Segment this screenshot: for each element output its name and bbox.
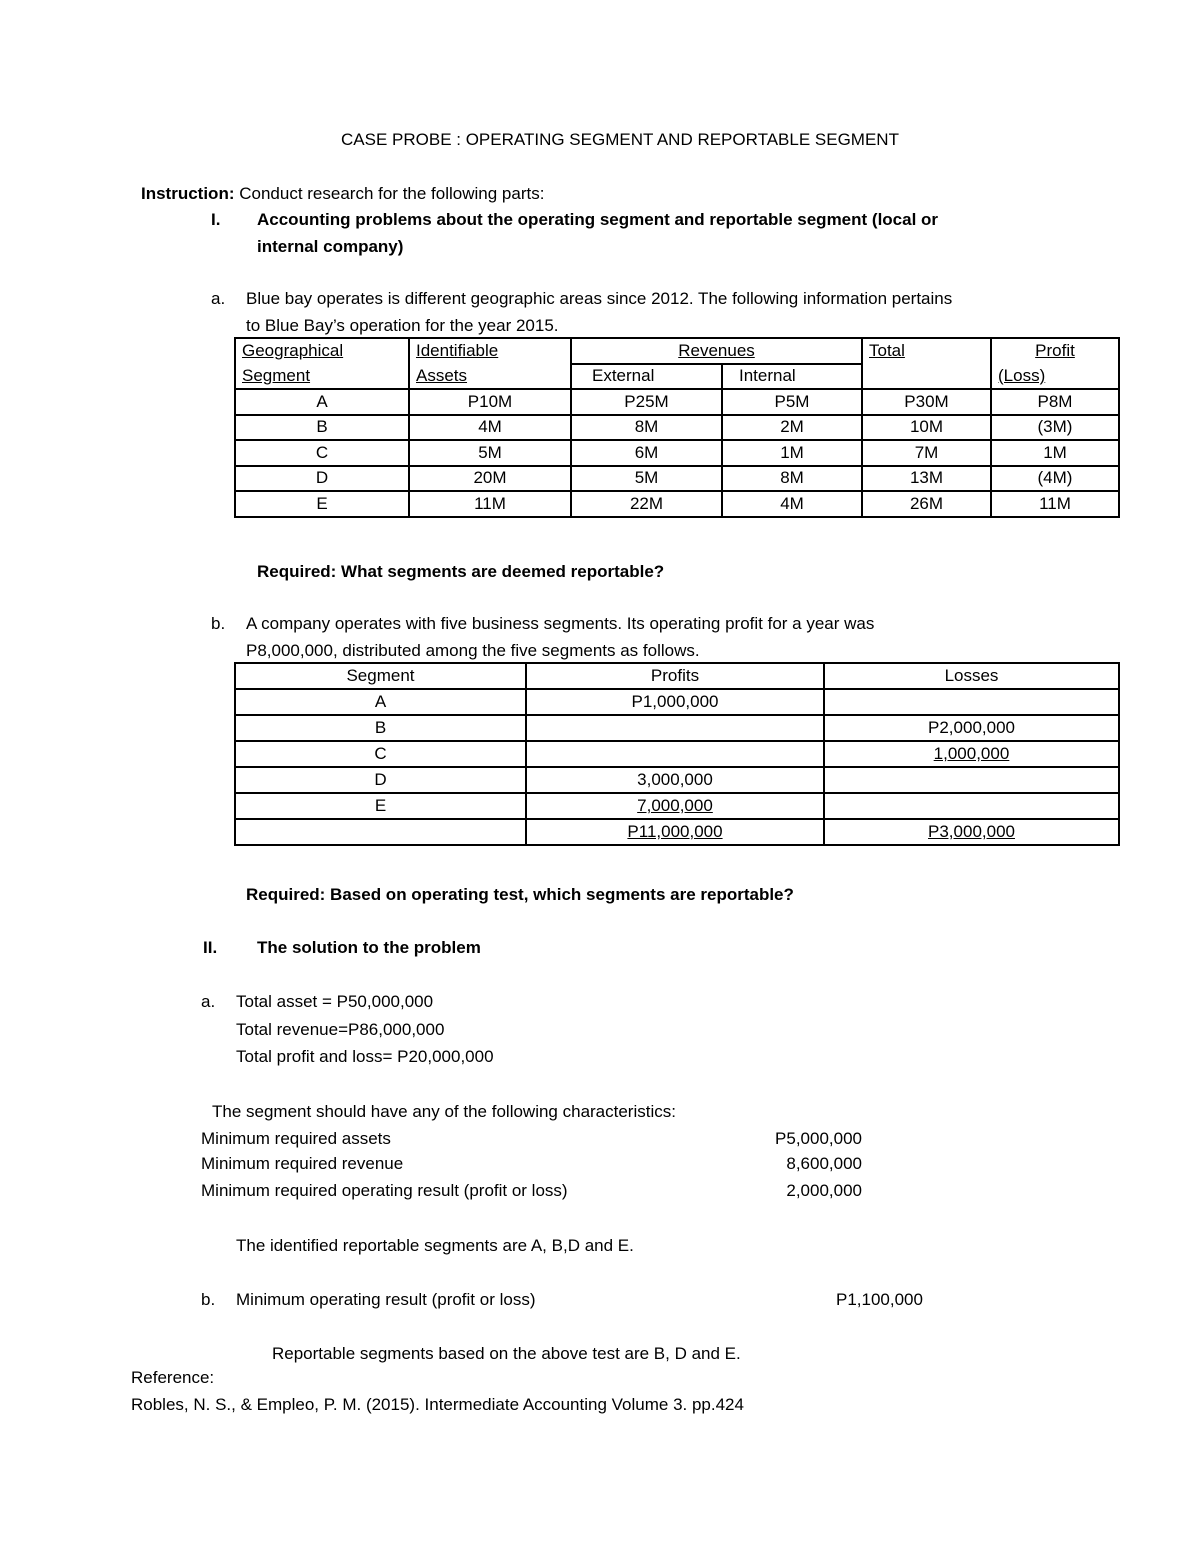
header-total: Total — [862, 338, 991, 364]
table-cell — [235, 715, 526, 741]
criteria-intro: The segment should have any of the following characteristics: — [212, 1102, 676, 1121]
table-cell — [824, 819, 1119, 845]
cell-value: B — [374, 718, 387, 737]
table-cell: P25M — [571, 389, 722, 415]
table-row — [235, 440, 1119, 466]
header-total-2 — [862, 364, 991, 390]
page-title: CASE PROBE : OPERATING SEGMENT AND REPORTABLE SEGMENT — [341, 130, 899, 149]
table-cell: E — [235, 491, 409, 517]
table-row — [235, 689, 1119, 715]
table-cell — [526, 715, 824, 741]
solution-b-letter: b. — [201, 1290, 216, 1309]
table-row — [235, 415, 1119, 441]
reference-label: Reference: — [131, 1368, 215, 1387]
table-cell: 1M — [722, 440, 862, 466]
table-row — [235, 389, 1119, 415]
part1-number: I. — [211, 210, 221, 229]
criteria-label: Minimum required revenue — [201, 1154, 404, 1173]
table-cell: 10M — [862, 415, 991, 441]
cell-value: A — [374, 692, 387, 711]
table-cell: (3M) — [991, 415, 1119, 441]
table-cell: 11M — [409, 491, 571, 517]
table-cell — [526, 793, 824, 819]
header-assets: Identifiable — [409, 338, 571, 364]
table-cell — [526, 819, 824, 845]
part1-title-line1: Accounting problems about the operating segment and reportable segment (local or — [257, 210, 939, 229]
table-cell — [824, 689, 1119, 715]
table-cell: C — [235, 440, 409, 466]
table-cell — [824, 741, 1119, 767]
table-cell: A — [235, 389, 409, 415]
table-cell — [526, 767, 824, 793]
cell-value: P3,000,000 — [928, 822, 1015, 841]
problem-b-letter: b. — [211, 614, 226, 633]
table-row — [235, 819, 1119, 845]
cell-value: P1,000,000 — [631, 692, 719, 711]
criteria-value: P5,000,000 — [775, 1129, 862, 1148]
cell-value: C — [374, 744, 387, 763]
table-cell: B — [235, 415, 409, 441]
header-segment: Segment — [235, 663, 526, 689]
table-cell — [235, 767, 526, 793]
cell-value: 7,000,000 — [637, 796, 713, 815]
cell-value: E — [374, 796, 387, 815]
table-cell — [235, 689, 526, 715]
table-cell: P8M — [991, 389, 1119, 415]
table-cell: 11M — [991, 491, 1119, 517]
table-row — [235, 793, 1119, 819]
cell-value: 1,000,000 — [933, 744, 1010, 763]
table-cell: 8M — [722, 466, 862, 492]
part1-title-line2: internal company) — [257, 237, 404, 256]
instruction-text: Conduct research for the following parts: — [234, 184, 545, 203]
solution-a-line: Total revenue=P86,000,000 — [236, 1020, 445, 1039]
solution-a-line: Total profit and loss= P20,000,000 — [236, 1047, 494, 1066]
segment-table — [234, 337, 1120, 518]
reference-text: Robles, N. S., & Empleo, P. M. (2015). Intermediate Accounting Volume 3. pp.424 — [131, 1395, 744, 1414]
table-cell: 4M — [722, 491, 862, 517]
table-cell: D — [235, 466, 409, 492]
table-cell — [824, 715, 1119, 741]
problem-b-line2: P8,000,000, distributed among the five segments as follows. — [246, 641, 700, 660]
problem-a-line2: to Blue Bay’s operation for the year 2015. — [246, 316, 559, 335]
table-cell: 22M — [571, 491, 722, 517]
table-row — [235, 741, 1119, 767]
part2-title: The solution to the problem — [257, 938, 481, 957]
cell-value: P2,000,000 — [928, 718, 1015, 737]
table-row — [235, 767, 1119, 793]
table-row — [235, 466, 1119, 492]
table-cell: 20M — [409, 466, 571, 492]
instruction-label: Instruction: — [141, 184, 235, 203]
header-internal: Internal — [722, 364, 862, 390]
table-cell: 5M — [409, 440, 571, 466]
profit-loss-table — [234, 662, 1120, 846]
table-cell: 1M — [991, 440, 1119, 466]
cell-value: 3,000,000 — [637, 770, 713, 789]
table-cell: 26M — [862, 491, 991, 517]
table-cell: 2M — [722, 415, 862, 441]
table-cell: (4M) — [991, 466, 1119, 492]
table-cell — [526, 741, 824, 767]
solution-a-conclusion: The identified reportable segments are A, B,D and E. — [236, 1236, 634, 1255]
table-cell — [235, 819, 526, 845]
solution-a-line: Total asset = P50,000,000 — [236, 992, 434, 1011]
table-cell — [824, 793, 1119, 819]
solution-a-letter: a. — [201, 992, 216, 1011]
criteria-value: 2,000,000 — [786, 1181, 862, 1200]
header-profit-2: (Loss) — [991, 364, 1119, 390]
table-cell: 4M — [409, 415, 571, 441]
table-cell: P10M — [409, 389, 571, 415]
problem-a-line1: Blue bay operates is different geographic areas since 2012. The following information pertains — [246, 289, 953, 308]
header-losses: Losses — [824, 663, 1119, 689]
header-external: External — [571, 364, 722, 390]
header-segment: Geographical — [235, 338, 409, 364]
table-cell — [526, 689, 824, 715]
table-cell: 6M — [571, 440, 722, 466]
header-assets-2: Assets — [409, 364, 571, 390]
table-cell: P5M — [722, 389, 862, 415]
part2-number: II. — [203, 938, 218, 957]
cell-value: P11,000,000 — [627, 822, 723, 841]
table-row — [235, 491, 1119, 517]
header-revenues: Revenues — [571, 338, 862, 364]
header-segment-2: Segment — [235, 364, 409, 390]
header-profit: Profit — [991, 338, 1119, 364]
table-cell: 5M — [571, 466, 722, 492]
header-profits: Profits — [526, 663, 824, 689]
criteria-label: Minimum required assets — [201, 1129, 391, 1148]
solution-b-conclusion: Reportable segments based on the above test are B, D and E. — [272, 1344, 741, 1363]
table-cell: P30M — [862, 389, 991, 415]
table-cell: 13M — [862, 466, 991, 492]
cell-value: D — [374, 770, 387, 789]
table-cell — [235, 741, 526, 767]
table-cell: 7M — [862, 440, 991, 466]
instruction — [141, 183, 544, 205]
table-row — [235, 715, 1119, 741]
problem-b-required: Required: Based on operating test, which segments are reportable? — [246, 885, 794, 904]
problem-a-letter: a. — [211, 289, 226, 308]
criteria-label: Minimum required operating result (profit or loss) — [201, 1181, 568, 1200]
solution-b-value: P1,100,000 — [836, 1290, 923, 1309]
table-cell — [824, 767, 1119, 793]
problem-a-required: Required: What segments are deemed reportable? — [257, 562, 665, 581]
problem-b-line1: A company operates with five business segments. Its operating profit for a year was — [246, 614, 875, 633]
table-cell: 8M — [571, 415, 722, 441]
table-cell — [235, 793, 526, 819]
criteria-value: 8,600,000 — [786, 1154, 862, 1173]
solution-b-label: Minimum operating result (profit or loss) — [236, 1290, 536, 1309]
